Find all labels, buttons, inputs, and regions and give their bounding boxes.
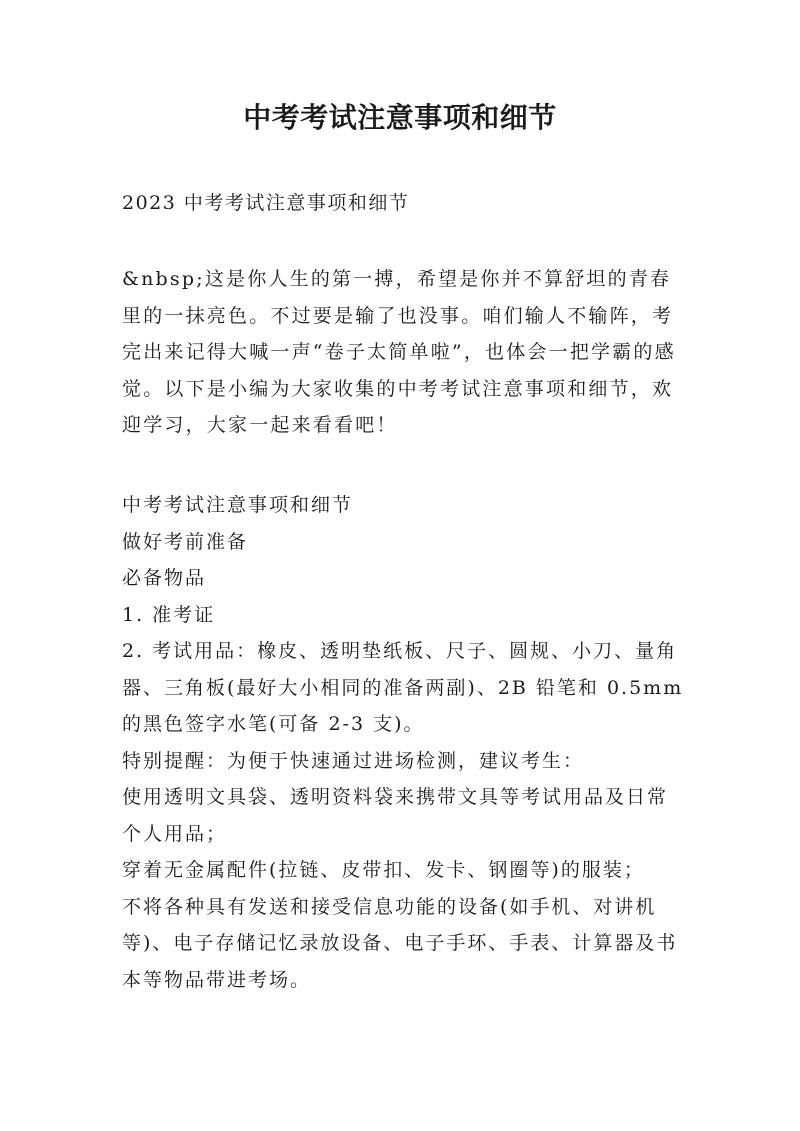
body-content (122, 487, 684, 998)
intro-paragraph: &nbsp;这是你人生的第一搏，希望是你并不算舒坦的青春里的一抹亮色。不过要是输了也没事。咱们输人不输阵，考完出来记得大喊一声“卷子太简单啦”，也体会一把学霸的感觉。以下是小编为大家收集的中考考试注意事项和细节，欢迎学习，大家一起来看看吧！ (122, 268, 676, 436)
subsection-heading: 必备物品 (122, 567, 207, 589)
list-item: 1. 准考证 (122, 603, 216, 626)
document-subtitle: 2023 中考考试注意事项和细节 (122, 192, 410, 214)
subsection-heading: 做好考前准备 (122, 530, 249, 553)
reminder-heading: 特别提醒：为便于快速通过进场检测，建议考生： (122, 749, 585, 772)
section-heading: 中考考试注意事项和细节 (122, 494, 354, 516)
paragraph: 使用透明文具袋、透明资料袋来携带文具等考试用品及日常个人用品； (122, 786, 669, 845)
document-title: 中考考试注意事项和细节 (243, 101, 557, 134)
paragraph: 穿着无金属配件(拉链、皮带扣、发卡、钢圈等)的服装； (122, 859, 645, 881)
list-item: 2. 考试用品：橡皮、透明垫纸板、尺子、圆规、小刀、量角器、三角板(最好大小相同的准备两副)、2B 铅笔和 0.5mm 的黑色签字水笔(可备 2-3 支)。 (122, 640, 684, 735)
paragraph: 不将各种具有发送和接受信息功能的设备(如手机、对讲机等)、电子存储记忆录放设备、电子手环、手表、计算器及书本等物品带进考场。 (122, 895, 678, 991)
